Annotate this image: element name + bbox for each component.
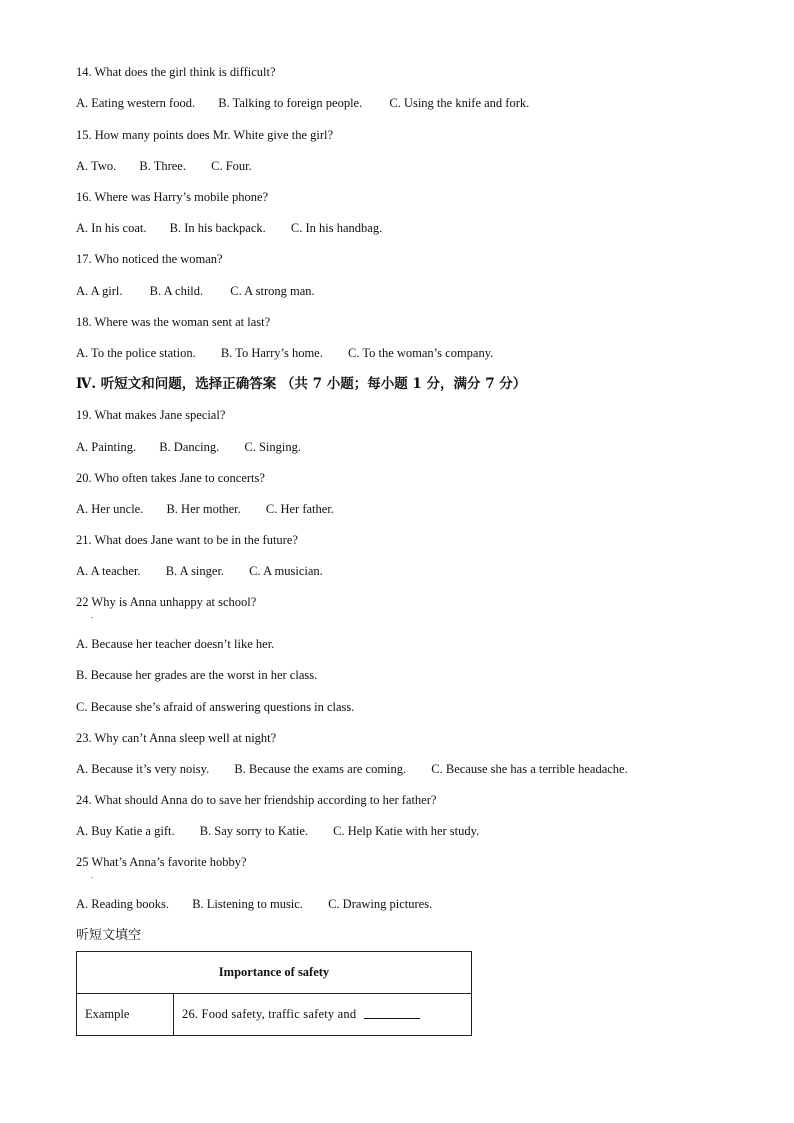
option-a: A. A teacher. xyxy=(76,564,141,578)
question-15: 15. How many points does Mr. White give the girl? xyxy=(76,128,334,142)
option-a: A. In his coat. xyxy=(76,221,147,235)
option-c: C. Because she has a terrible headache. xyxy=(431,762,628,776)
options-20 xyxy=(76,501,334,517)
options-24 xyxy=(76,823,479,839)
option-b: B. Her mother. xyxy=(166,502,241,516)
option-c: C. Singing. xyxy=(244,440,302,454)
table-row-label: Example xyxy=(77,994,174,1036)
question-18: 18. Where was the woman sent at last? xyxy=(76,315,271,329)
option-a: A. Two. xyxy=(76,159,117,173)
table-header: Importance of safety xyxy=(77,952,472,994)
option-22-a: A. Because her teacher doesn’t like her. xyxy=(76,637,275,651)
option-a: A. To the police station. xyxy=(76,346,196,360)
question-20: 20. Who often takes Jane to concerts? xyxy=(76,471,265,485)
option-c: C. Drawing pictures. xyxy=(328,897,433,911)
section-v-heading: 听短文填空 xyxy=(76,928,142,943)
options-21 xyxy=(76,563,323,579)
option-a: A. Painting. xyxy=(76,440,137,454)
option-22-c: C. Because she’s afraid of answering questions in class. xyxy=(76,700,355,714)
option-b: B. Dancing. xyxy=(159,440,220,454)
option-c: C. In his handbag. xyxy=(290,221,383,235)
option-a: A. Buy Katie a gift. xyxy=(76,824,175,838)
option-b: B. Because the exams are coming. xyxy=(234,762,407,776)
question-21: 21. What does Jane want to be in the future? xyxy=(76,533,298,547)
option-b: B. Talking to foreign people. xyxy=(218,96,363,110)
options-25 xyxy=(76,896,432,912)
option-22-b: B. Because her grades are the worst in her class. xyxy=(76,668,318,682)
table-row xyxy=(77,994,472,1036)
option-a: A. Her uncle. xyxy=(76,502,144,516)
option-b: B. Three. xyxy=(139,159,186,173)
option-b: B. A singer. xyxy=(165,564,225,578)
options-16 xyxy=(76,220,382,236)
options-17 xyxy=(76,283,315,299)
option-b: B. Say sorry to Katie. xyxy=(199,824,309,838)
stray-dot: . xyxy=(91,611,93,620)
question-14: 14. What does the girl think is difficult? xyxy=(76,65,276,79)
question-25: 25 What’s Anna’s favorite hobby? xyxy=(76,855,247,869)
question-19: 19. What makes Jane special? xyxy=(76,408,226,422)
options-14 xyxy=(76,95,529,111)
option-c: C. A strong man. xyxy=(230,284,315,298)
question-16: 16. Where was Harry’s mobile phone? xyxy=(76,190,269,204)
option-a: A. A girl. xyxy=(76,284,123,298)
option-c: C. A musician. xyxy=(249,564,323,578)
option-b: B. To Harry’s home. xyxy=(220,346,323,360)
option-a: A. Because it’s very noisy. xyxy=(76,762,210,776)
table-row-content xyxy=(174,994,472,1036)
question-23: 23. Why can’t Anna sleep well at night? xyxy=(76,731,277,745)
option-c: C. Help Katie with her study. xyxy=(333,824,480,838)
question-22: 22 Why is Anna unhappy at school? xyxy=(76,595,257,609)
options-15 xyxy=(76,158,252,174)
table-header-row xyxy=(77,952,472,994)
row-content-text: 26. Food safety, traffic safety and xyxy=(182,1007,357,1021)
safety-table xyxy=(76,951,472,1036)
option-a: A. Reading books. xyxy=(76,897,170,911)
question-24: 24. What should Anna do to save her friendship according to her father? xyxy=(76,793,437,807)
option-c: C. To the woman’s company. xyxy=(347,346,494,360)
section-iv-heading: Ⅳ. 听短文和问题，选择正确答案 （共 7 小题；每小题 1 分，满分 7 分） xyxy=(76,376,527,392)
option-b: B. Listening to music. xyxy=(192,897,303,911)
option-c: C. Using the knife and fork. xyxy=(389,96,530,110)
option-c: C. Her father. xyxy=(265,502,334,516)
option-a: A. Eating western food. xyxy=(76,96,196,110)
question-17: 17. Who noticed the woman? xyxy=(76,252,223,266)
option-c: C. Four. xyxy=(211,159,252,173)
options-19 xyxy=(76,439,301,455)
stray-dot: . xyxy=(91,871,93,880)
answer-blank[interactable] xyxy=(364,1008,420,1019)
options-18 xyxy=(76,345,493,361)
option-b: B. In his backpack. xyxy=(169,221,266,235)
option-b: B. A child. xyxy=(149,284,204,298)
options-23 xyxy=(76,761,628,777)
